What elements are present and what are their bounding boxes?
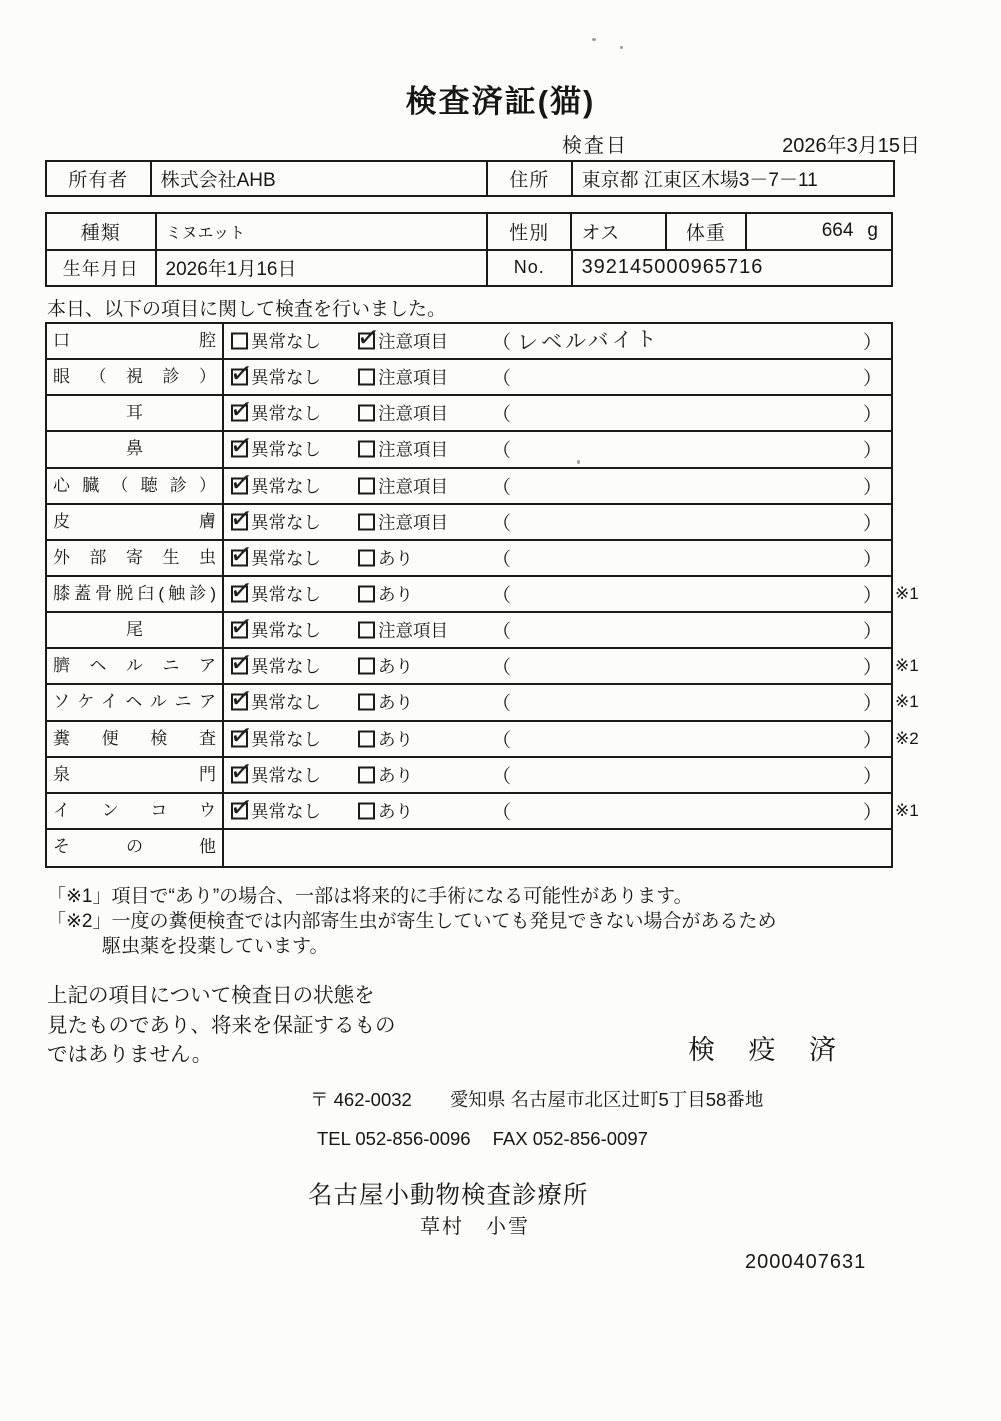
checkbox-icon: [358, 622, 375, 639]
item-label: 臍ヘルニア: [47, 649, 224, 683]
checkbox-icon: [358, 513, 375, 530]
checkbox-no-abnormality: ✓ 異常なし: [231, 365, 321, 390]
paren-close: ）: [862, 404, 882, 426]
inspection-table: [45, 322, 919, 868]
checkbox-icon: [358, 766, 375, 783]
table-row: [47, 214, 891, 249]
clinic-address-line: [310, 1086, 763, 1112]
paren-close: ）: [862, 802, 882, 824]
checkbox-icon: [358, 694, 375, 711]
paren-open: （: [492, 368, 512, 390]
checkbox-icon: [358, 586, 375, 603]
table-row: [47, 722, 919, 758]
checkbox-icon: [231, 766, 248, 783]
paren-open: （: [492, 657, 512, 679]
checkbox-icon: [358, 477, 375, 494]
checkbox-icon: [231, 549, 248, 566]
checkbox-attention: 注意項目: [358, 401, 448, 426]
table-row: [47, 396, 891, 432]
item-label: ソケイヘルニア: [47, 685, 224, 719]
footnote-mark: ※2: [895, 728, 919, 748]
item-label: 眼（視診）: [47, 360, 224, 394]
checkbox-icon: [358, 369, 375, 386]
item-label: 糞便検査: [47, 722, 224, 756]
exam-date-label: 検査日: [562, 135, 628, 157]
checkbox-no-abnormality: ✓ 異常なし: [231, 473, 321, 498]
weight-value: [747, 214, 891, 249]
sex-value: オス: [572, 214, 667, 249]
table-row: [47, 360, 891, 396]
checkbox-no-abnormality: ✓ 異常なし: [231, 582, 321, 607]
paren-open: （: [492, 766, 512, 788]
paren-open: （: [492, 621, 512, 643]
address-value: 東京都 江東区木場3－7－11: [581, 170, 818, 191]
item-label: 尾: [47, 613, 224, 647]
exam-statement: 本日、以下の項目に関して検査を行いました。: [47, 299, 447, 320]
checkbox-icon: [231, 513, 248, 530]
checkbox-present: あり: [358, 762, 413, 787]
table-row: [47, 794, 919, 830]
item-label: 外部寄生虫: [47, 541, 224, 575]
checkbox-icon: [231, 441, 248, 458]
checkbox-icon: [231, 694, 248, 711]
paren-open: （: [492, 693, 512, 715]
checkbox-icon: [231, 405, 248, 422]
footnote-mark: ※1: [895, 692, 919, 712]
paren-close: ）: [862, 368, 882, 390]
paren-close: ）: [862, 585, 882, 607]
checkbox-attention: 注意項目: [358, 509, 448, 534]
checkbox-icon: [358, 658, 375, 675]
table-row: [47, 577, 919, 613]
address-label: 住所: [488, 162, 573, 195]
owner-value: 株式会社AHB: [152, 162, 488, 195]
table-row: [47, 685, 919, 721]
checkbox-icon: [231, 369, 248, 386]
table-row: [47, 324, 891, 360]
disclaimer: 上記の項目について検査日の状態を 見たものであり、将来を保証するもの ではありません。: [47, 984, 396, 1066]
checkbox-present: あり: [358, 798, 413, 823]
checkbox-icon: [358, 730, 375, 747]
table-row: [47, 613, 891, 649]
item-label: 口腔: [47, 324, 224, 358]
checkbox-attention: 注意項目: [358, 437, 448, 462]
checkbox-no-abnormality: ✓ 異常なし: [231, 690, 321, 715]
table-row: [47, 249, 891, 286]
item-label: インコウ: [47, 794, 224, 828]
item-label: 心臓（聴診）: [47, 469, 224, 503]
checkbox-icon: [231, 658, 248, 675]
table-row: [47, 162, 893, 195]
checkbox-icon: [358, 549, 375, 566]
clinic-tel: TEL 052-856-0096: [317, 1128, 471, 1149]
weight-unit: g: [867, 220, 878, 242]
paren-open: （: [492, 730, 512, 752]
sex-label: 性別: [488, 214, 573, 249]
owner-label: 所有者: [47, 162, 152, 195]
clinic-address: 愛知県 名古屋市北区辻町5丁目58番地: [449, 1089, 764, 1110]
scan-speck: [620, 46, 623, 49]
checkbox-attention: ✓ 注意項目: [358, 329, 448, 354]
checkbox-attention: 注意項目: [358, 618, 448, 643]
paren-close: ）: [862, 693, 882, 715]
paren-close: ）: [862, 657, 882, 679]
footnote-2-cont: 駆虫薬を投薬しています。: [102, 936, 329, 957]
weight-number: 664: [821, 220, 854, 242]
checkbox-icon: [231, 586, 248, 603]
paren-open: （: [492, 549, 512, 571]
clinic-name: 名古屋小動物検査診療所: [308, 1182, 589, 1209]
footnote-mark: ※1: [895, 584, 919, 604]
page-title: 検査済証(猫): [405, 84, 596, 119]
footnote-mark: ※1: [895, 656, 919, 676]
paren-open: （: [492, 440, 512, 462]
no-value: 392145000965716: [581, 256, 764, 279]
checkbox-no-abnormality: ✓ 異常なし: [231, 545, 321, 570]
checkbox-no-abnormality: ✓ 異常なし: [231, 654, 321, 679]
checkbox-icon: [358, 405, 375, 422]
footnote-2: 「※2」一度の糞便検査では内部寄生虫が寄生していても発見できない場合があるため: [47, 911, 777, 932]
serial-number: 2000407631: [745, 1251, 867, 1273]
table-row: [47, 469, 891, 505]
checkbox-icon: [358, 802, 375, 819]
paren-open: （: [492, 513, 512, 535]
animal-info-table: [45, 212, 893, 287]
item-label: 鼻: [47, 432, 224, 466]
no-label: No.: [488, 251, 573, 286]
item-label: その他: [47, 830, 224, 866]
species-value: ミヌエット: [157, 214, 488, 249]
footnotes: [47, 884, 777, 959]
paren-close: ）: [862, 513, 882, 535]
checkbox-no-abnormality: ✓ 異常なし: [231, 509, 321, 534]
paren-open: （: [492, 404, 512, 426]
exam-date-value: 2026年3月15日: [782, 135, 920, 157]
checkbox-attention: 注意項目: [358, 473, 448, 498]
birthdate-value: 2026年1月16日: [157, 251, 488, 286]
quarantine-stamp: 検 疫 済: [688, 1035, 850, 1065]
scan-speck: [577, 460, 580, 464]
handwritten-note: レベルバイト: [516, 328, 660, 355]
scan-speck: [592, 38, 596, 41]
species-label: 種類: [47, 214, 157, 249]
table-row: [47, 541, 891, 577]
checkbox-present: あり: [358, 726, 413, 751]
checkbox-present: あり: [358, 582, 413, 607]
table-row: [47, 432, 891, 468]
checkbox-icon: [358, 441, 375, 458]
checkbox-present: あり: [358, 690, 413, 715]
paren-close: ）: [862, 766, 882, 788]
footnote-mark: ※1: [895, 800, 919, 820]
checkbox-icon: [231, 622, 248, 639]
owner-table: [45, 160, 895, 197]
clinic-fax: FAX 052-856-0097: [492, 1128, 648, 1149]
checkbox-icon: [231, 802, 248, 819]
checkbox-no-abnormality: ✓ 異常なし: [231, 437, 321, 462]
item-label: 泉門: [47, 758, 224, 792]
checkbox-attention: 注意項目: [358, 365, 448, 390]
item-label: 膝蓋骨脱臼(触診): [47, 577, 224, 611]
clinic-contact-line: [317, 1128, 648, 1150]
birthdate-label: 生年月日: [47, 251, 157, 286]
paren-close: ）: [862, 621, 882, 643]
paren-close: ）: [862, 549, 882, 571]
checkbox-no-abnormality: ✓ 異常なし: [231, 726, 321, 751]
footnote-1: 「※1」項目で“あり”の場合、一部は将来的に手術になる可能性があります。: [47, 886, 693, 907]
checkbox-icon: [358, 333, 375, 350]
paren-open: （: [492, 585, 512, 607]
item-label: 耳: [47, 396, 224, 430]
checkbox-no-abnormality: ✓ 異常なし: [231, 401, 321, 426]
checkbox-no-abnormality: ✓ 異常なし: [231, 762, 321, 787]
checkbox-present: あり: [358, 545, 413, 570]
paren-close: ）: [862, 332, 882, 354]
table-row: [47, 758, 891, 794]
checkbox-icon: [231, 730, 248, 747]
paren-open: （: [492, 802, 512, 824]
checkbox-no-abnormality: ✓ 異常なし: [231, 798, 321, 823]
paren-open: （: [492, 332, 512, 354]
postal-code: 〒 462-0032: [310, 1089, 412, 1110]
checkbox-icon: [231, 477, 248, 494]
weight-label: 体重: [667, 214, 747, 249]
item-label: 皮膚: [47, 505, 224, 539]
paren-open: （: [492, 477, 512, 499]
table-row: [47, 830, 891, 866]
checkbox-no-abnormality: ✓ 異常なし: [231, 618, 321, 643]
checkbox-no-abnormality: 異常なし: [231, 329, 321, 354]
checkbox-icon: [231, 333, 248, 350]
paren-close: ）: [862, 477, 882, 499]
veterinarian-name: 草村 小雪: [420, 1216, 530, 1238]
paren-close: ）: [862, 730, 882, 752]
paren-close: ）: [862, 440, 882, 462]
checkbox-present: あり: [358, 654, 413, 679]
table-row: [47, 649, 919, 685]
table-row: [47, 505, 891, 541]
